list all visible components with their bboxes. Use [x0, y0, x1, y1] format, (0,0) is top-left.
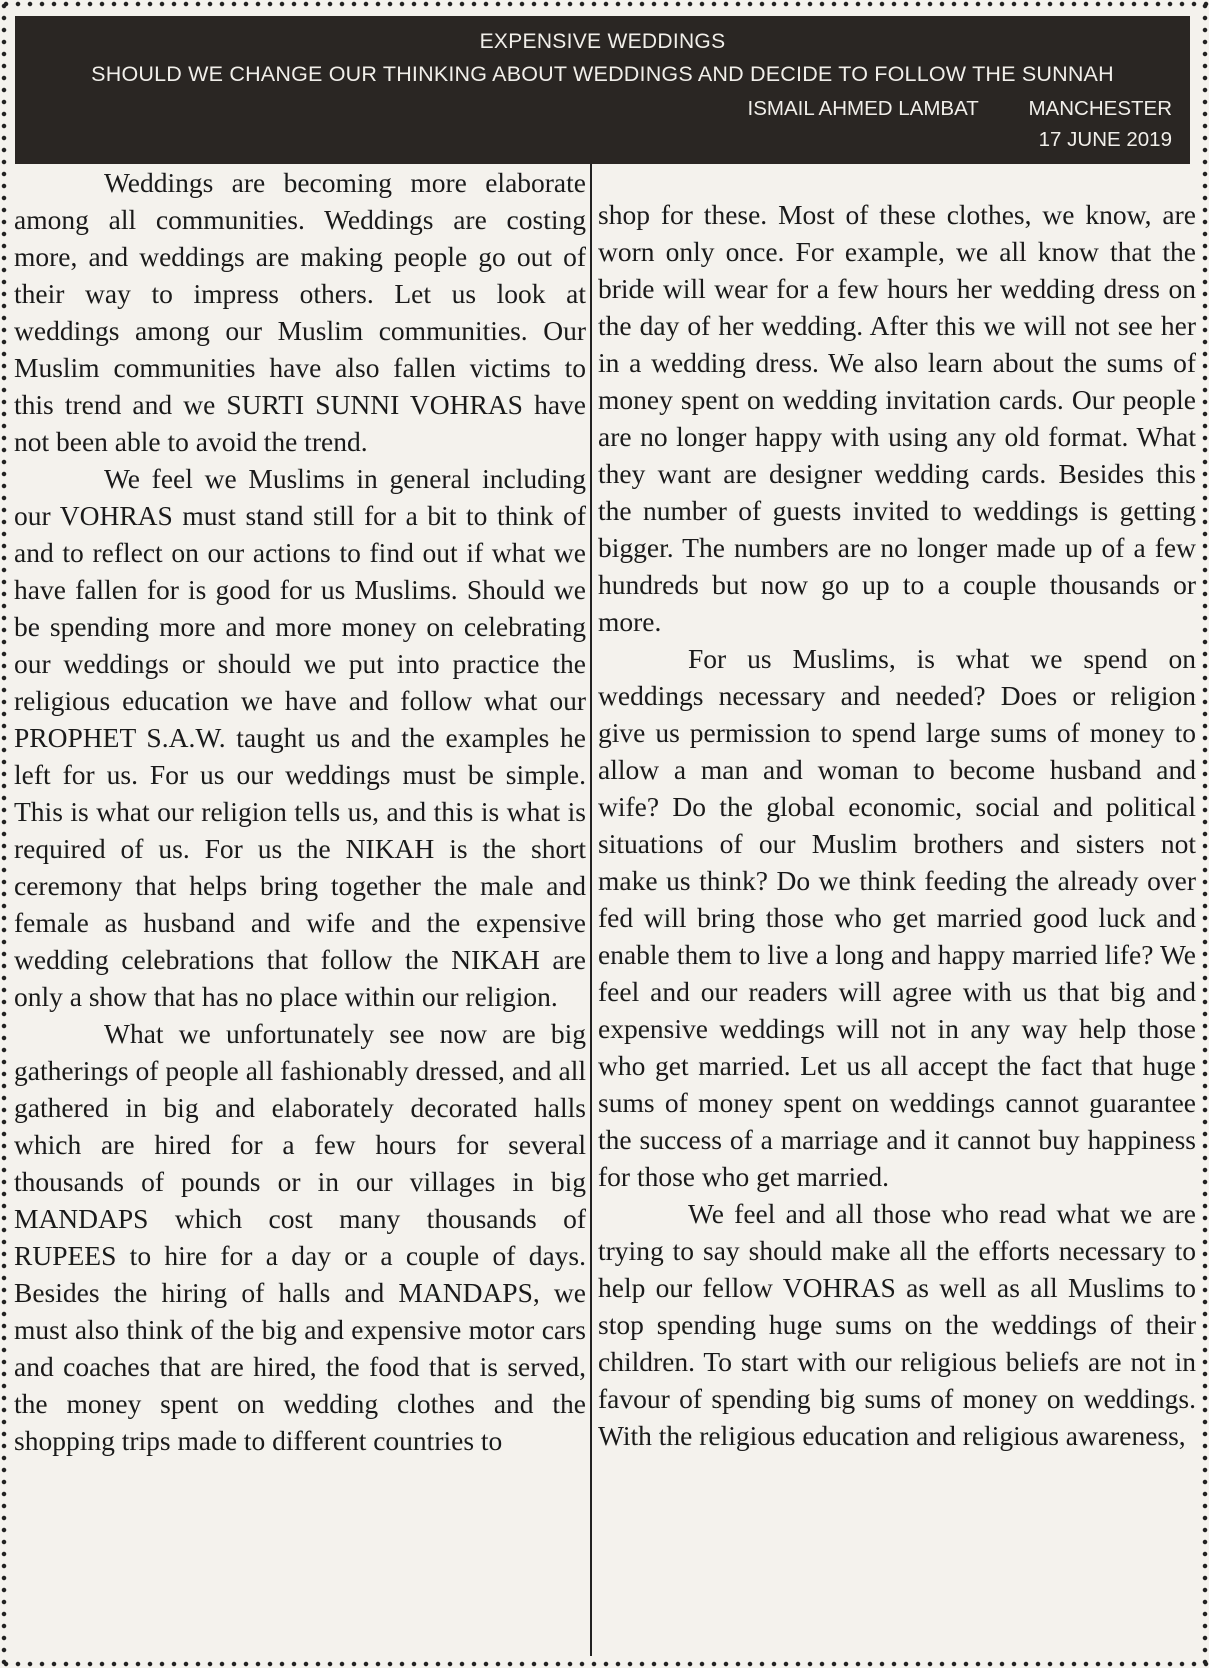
article-column-left: [14, 164, 586, 1654]
paragraph: For us Muslims, is what we spend on weddings necessary and needed? Does or religion give us permission to spend large sums of money to allow a man and woman to become husband and wife? Do the global economic, social and political situations of our Muslim brothers and sisters not make us think? Do we think feeding the already over fed will bring those who get married good luck and enable them to live a long and happy married life? We feel and our readers will agree with us that big and expensive weddings will not in any way help those who get married. Let us all accept the fact that huge sums of money spent on weddings cannot guarantee the success of a marriage and it cannot buy happiness for those who get married.: [598, 643, 1196, 1192]
article-kicker: EXPENSIVE WEDDINGS: [479, 30, 726, 53]
paragraph: What we unfortunately see now are big gatherings of people all fashionably dressed, and all gathered in big and elaborately decorated halls which are hired for a few hours for several thousands of pounds or in our villages in big MANDAPS which cost many thousands of RUPEES to hire for a day or a couple of days. Besides the hiring of halls and MANDAPS, we must also think of the big and expensive motor cars and coaches that are hired, the food that is served, the money spent on wedding clothes and the shopping trips made to different countries to: [14, 1018, 586, 1456]
paragraph: shop for these. Most of these clothes, we know, are worn only once. For example, we all know that the bride will wear for a few hours her wedding dress on the day of her wedding. After this we will not see her in a wedding dress. We also learn about the sums of money spent on wedding invitation cards. Our people are no longer happy with using any old format. What they want are designer wedding cards. Besides this the number of guests invited to weddings is getting bigger. The numbers are no longer made up of a few hundreds but now go up to a couple thousands or more.: [598, 199, 1196, 637]
article-header: [15, 16, 1190, 164]
dotted-border-right: [1201, 0, 1209, 1668]
dotted-border-bottom: [0, 1660, 1209, 1668]
column-divider: [590, 164, 592, 1656]
paragraph: We feel and all those who read what we are trying to say should make all the efforts necessary to help our fellow VOHRAS as well as all Muslims to stop spending huge sums on the weddings of their children. To start with our religious beliefs are not in favour of spending big sums of money on weddings. With the religious education and religious awareness,: [598, 1198, 1196, 1451]
article-headline: SHOULD WE CHANGE OUR THINKING ABOUT WEDDINGS AND DECIDE TO FOLLOW THE SUNNAH: [91, 62, 1114, 86]
dotted-border-top: [0, 0, 1209, 8]
paragraph: Weddings are becoming more elaborate among all communities. Weddings are costing more, and weddings are making people go out of their way to impress others. Let us look at weddings among our Muslim communities. Our Muslim communities have also fallen victims to this trend and we SURTI SUNNI VOHRAS have not been able to avoid the trend.: [14, 167, 586, 457]
dotted-border-left: [0, 0, 8, 1668]
byline: [748, 97, 1172, 121]
article-date: 17 JUNE 2019: [1038, 128, 1172, 151]
author-location: MANCHESTER: [1028, 97, 1172, 120]
author-name: ISMAIL AHMED LAMBAT: [747, 97, 979, 120]
paragraph: We feel we Muslims in general including our VOHRAS must stand still for a bit to think of and to reflect on our actions to find out if what we have fallen for is good for us Muslims. Should we be spending more and more money on celebrating our weddings or should we put into practice the religious education we have and follow what our PROPHET S.A.W. taught us and the examples he left for us. For us our weddings must be simple. This is what our religion tells us, and this is what is required of us. For us the NIKAH is the short ceremony that helps bring together the male and female as husband and wife and the expensive wedding celebrations that follow the NIKAH are only a show that has no place within our religion.: [14, 463, 586, 1012]
article-column-right: [598, 196, 1196, 1654]
